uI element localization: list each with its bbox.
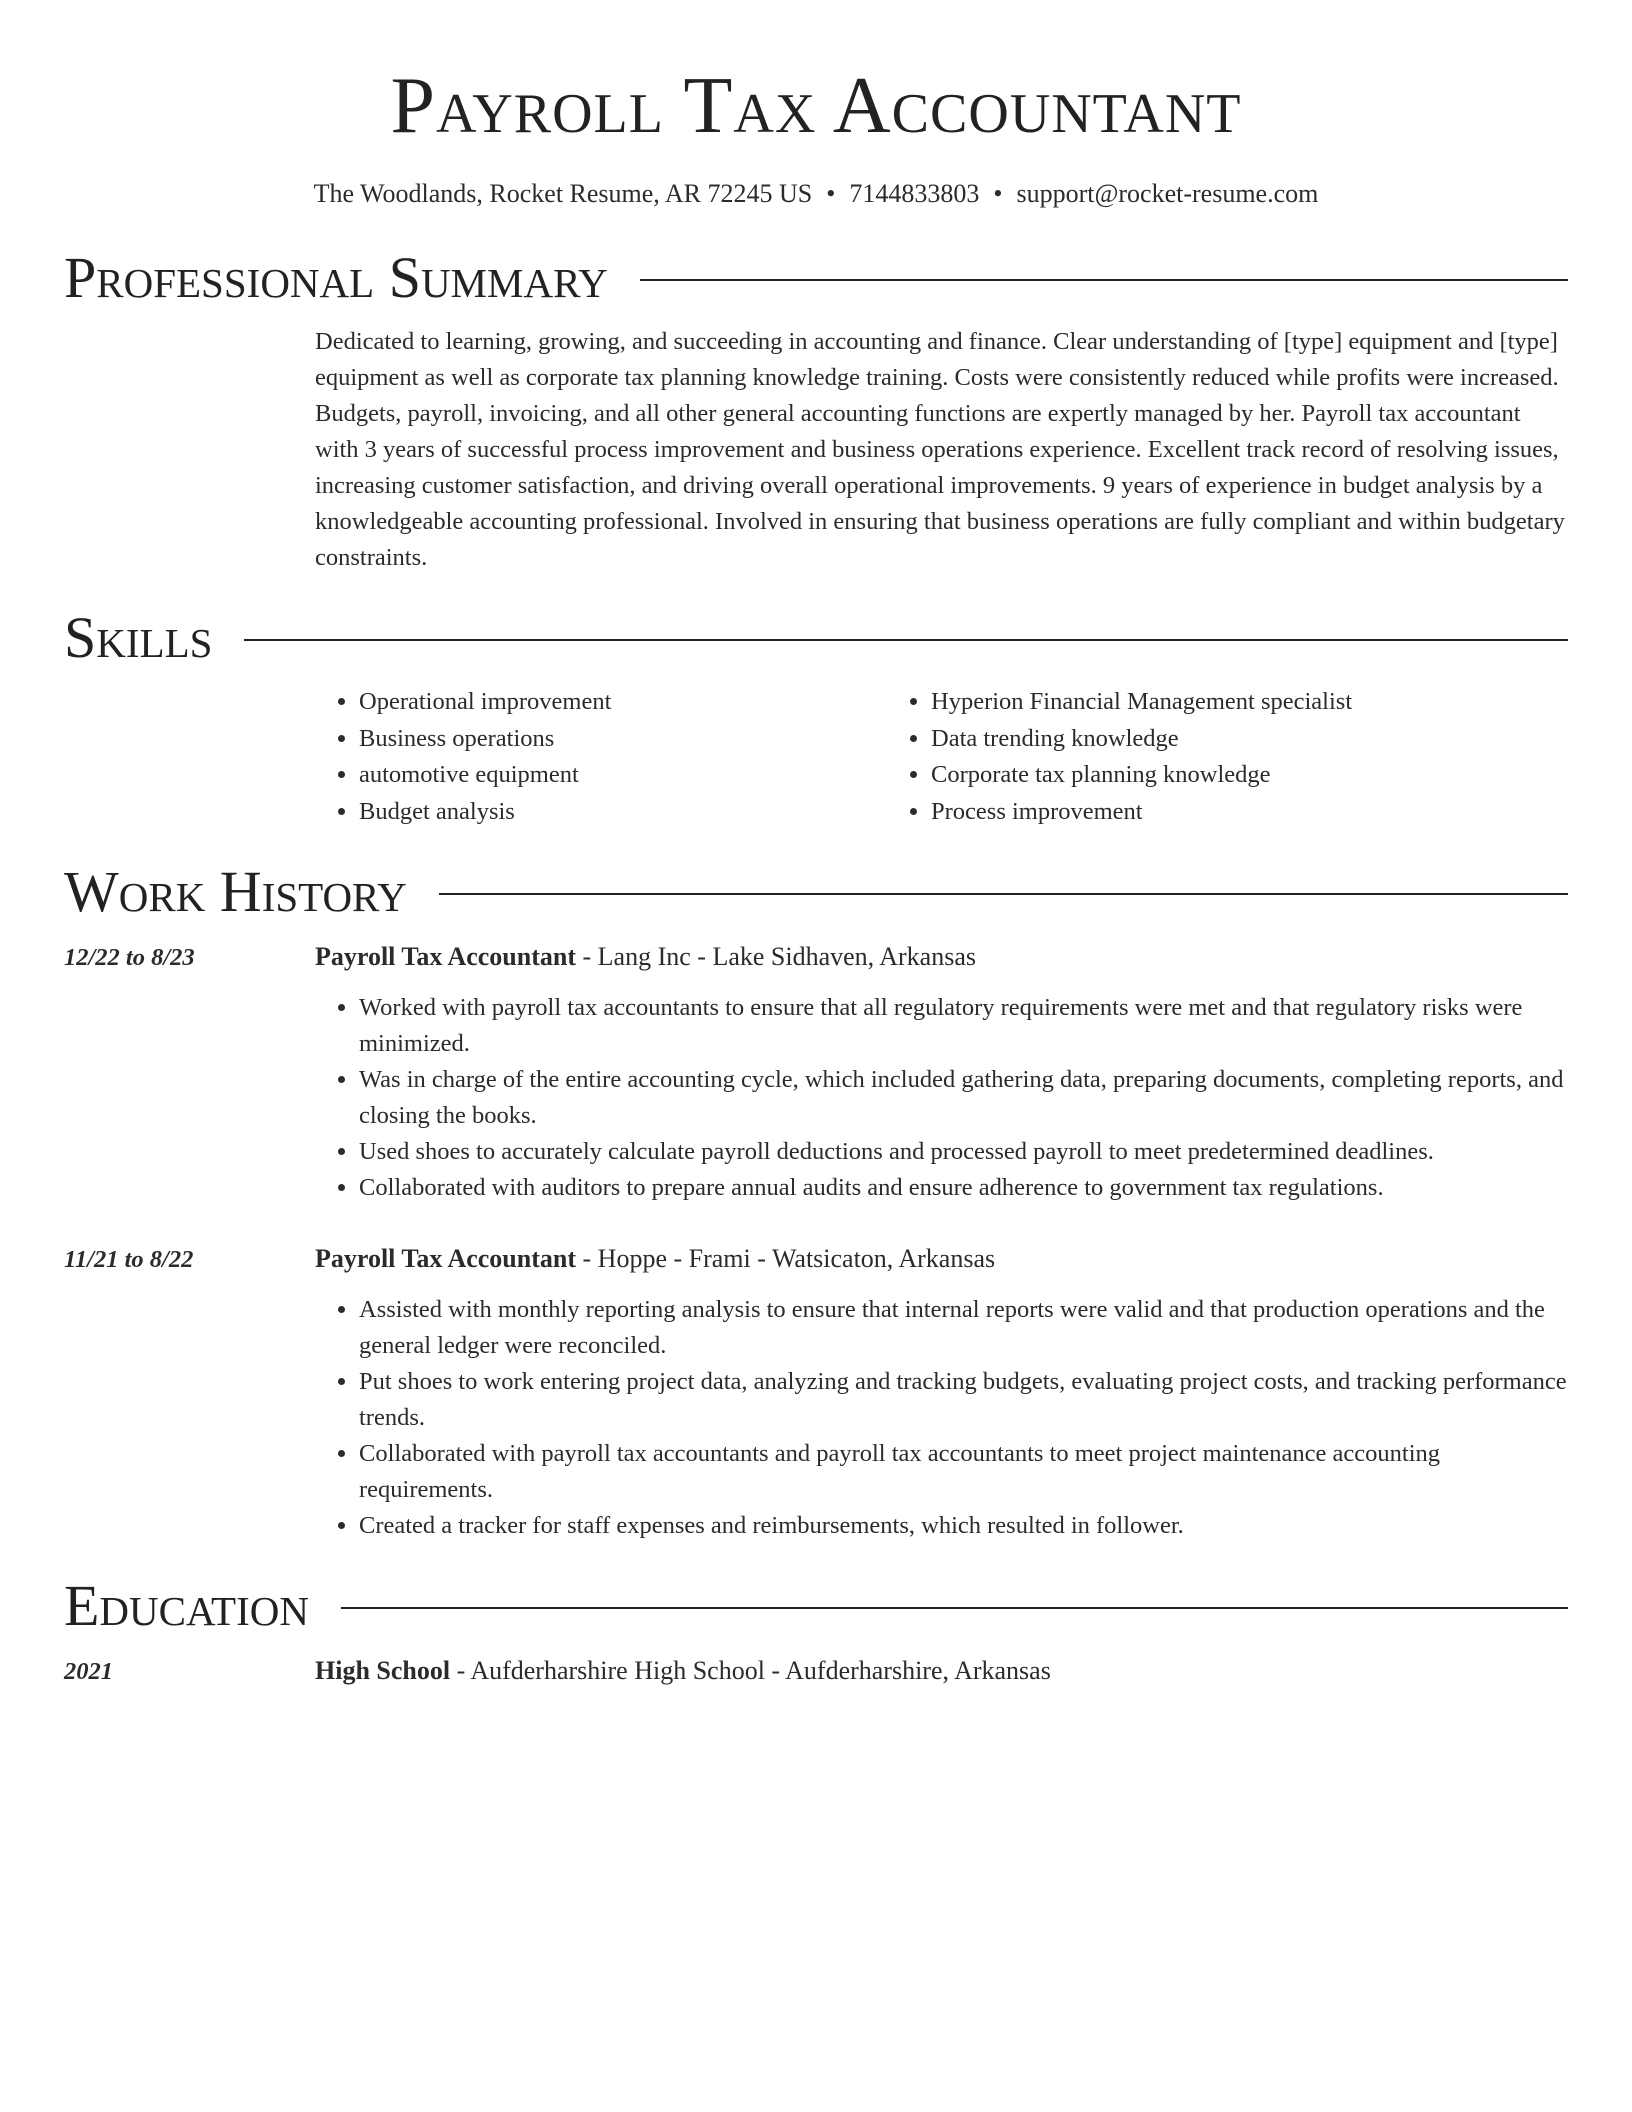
job-dates: 11/21 to 8/22	[64, 1246, 194, 1273]
job-bullet: • Assisted with monthly reporting analysis to ensure that internal reports were valid and that production operations and the general ledger were reconciled.	[359, 1292, 1568, 1364]
job-bullet: • Created a tracker for staff expenses and reimbursements, which resulted in follower.	[359, 1508, 1568, 1544]
skill-item: • Data trending knowledge	[931, 721, 1459, 758]
candidate-name: Payroll Tax Accountant	[390, 62, 1242, 150]
job-bullet: • Worked with payroll tax accountants to ensure that all regulatory requirements were met and that regulatory risks were minimized.	[359, 990, 1568, 1062]
job-bullet: • Collaborated with auditors to prepare annual audits and ensure adherence to government tax regulations.	[359, 1170, 1568, 1206]
education-entry	[64, 1652, 1568, 1690]
job-details	[315, 1240, 1568, 1544]
section-divider	[439, 893, 1568, 895]
education-section-header	[64, 1574, 1568, 1638]
job-bullet: • Used shoes to accurately calculate payroll deductions and processed payroll to meet predetermined deadlines.	[359, 1134, 1568, 1170]
skills-column-right	[887, 684, 1459, 830]
email: support@rocket-resume.com	[1016, 179, 1319, 208]
section-divider	[244, 639, 1568, 641]
job-title: Payroll Tax Accountant	[315, 942, 577, 971]
school: - Aufderharshire High School - Aufderharshire, Arkansas	[450, 1656, 1051, 1685]
job-bullet: • Was in charge of the entire accounting cycle, which included gathering data, preparing documents, completing reports, and closing the books.	[359, 1062, 1568, 1134]
job-title: Payroll Tax Accountant	[315, 1244, 577, 1273]
job-entry	[64, 1240, 1568, 1544]
job-details	[315, 938, 1568, 1206]
job-employer: - Hoppe - Frami - Watsicaton, Arkansas	[576, 1244, 996, 1273]
separator: •	[993, 179, 1003, 208]
section-title-education: Education	[64, 1573, 309, 1638]
job-heading	[315, 1240, 1568, 1278]
job-entry	[64, 938, 1568, 1206]
skills-section-header	[64, 606, 1568, 670]
education-year: 2021	[64, 1658, 113, 1685]
skill-item: • Business operations	[359, 721, 887, 758]
skills-list	[315, 684, 1568, 830]
section-title-work: Work History	[64, 859, 407, 924]
section-title-summary: Professional Summary	[64, 245, 608, 310]
job-bullet: • Put shoes to work entering project data, analyzing and tracking budgets, evaluating project costs, and tracking performance trends.	[359, 1364, 1568, 1436]
section-divider	[640, 279, 1568, 281]
skill-item: • Operational improvement	[359, 684, 887, 721]
job-dates: 12/22 to 8/23	[64, 944, 195, 971]
skill-item: • automotive equipment	[359, 757, 887, 794]
degree: High School	[315, 1656, 451, 1685]
skill-item: • Hyperion Financial Management specialist	[931, 684, 1459, 721]
skill-item: • Budget analysis	[359, 794, 887, 831]
job-heading	[315, 938, 1568, 976]
job-bullet: • Collaborated with payroll tax accountants and payroll tax accountants to meet project maintenance accounting requirements.	[359, 1436, 1568, 1508]
job-bullets	[315, 990, 1568, 1206]
address: The Woodlands, Rocket Resume, AR 72245 US	[313, 179, 813, 208]
separator: •	[826, 179, 836, 208]
section-title-skills: Skills	[64, 605, 213, 670]
summary-text: Dedicated to learning, growing, and succeeding in accounting and finance. Clear understanding of [type] equipment and [type] equipment as well as corporate tax planning knowledge training. Costs were consistently reduced while profits were increased. Budgets, payroll, invoicing, and all other general accounting functions are expertly managed by her. Payroll tax accountant with 3 years of successful process improvement and business operations experience. Excellent track record of resolving issues, increasing customer satisfaction, and driving overall operational improvements. 9 years of experience in budget analysis by a knowledgeable accounting professional. Involved in ensuring that business operations are fully compliant and within budgetary constraints.	[315, 328, 1565, 571]
skill-item: • Process improvement	[931, 794, 1459, 831]
section-divider	[341, 1607, 1568, 1609]
education-details	[315, 1652, 1568, 1690]
contact-line	[64, 178, 1568, 210]
job-bullets	[315, 1292, 1568, 1544]
work-section-header	[64, 860, 1568, 924]
phone: 7144833803	[849, 179, 980, 208]
skill-item: • Corporate tax planning knowledge	[931, 757, 1459, 794]
skills-column-left	[315, 684, 887, 830]
education-heading	[315, 1652, 1568, 1690]
job-employer: - Lang Inc - Lake Sidhaven, Arkansas	[576, 942, 976, 971]
summary-section-header	[64, 246, 1568, 310]
